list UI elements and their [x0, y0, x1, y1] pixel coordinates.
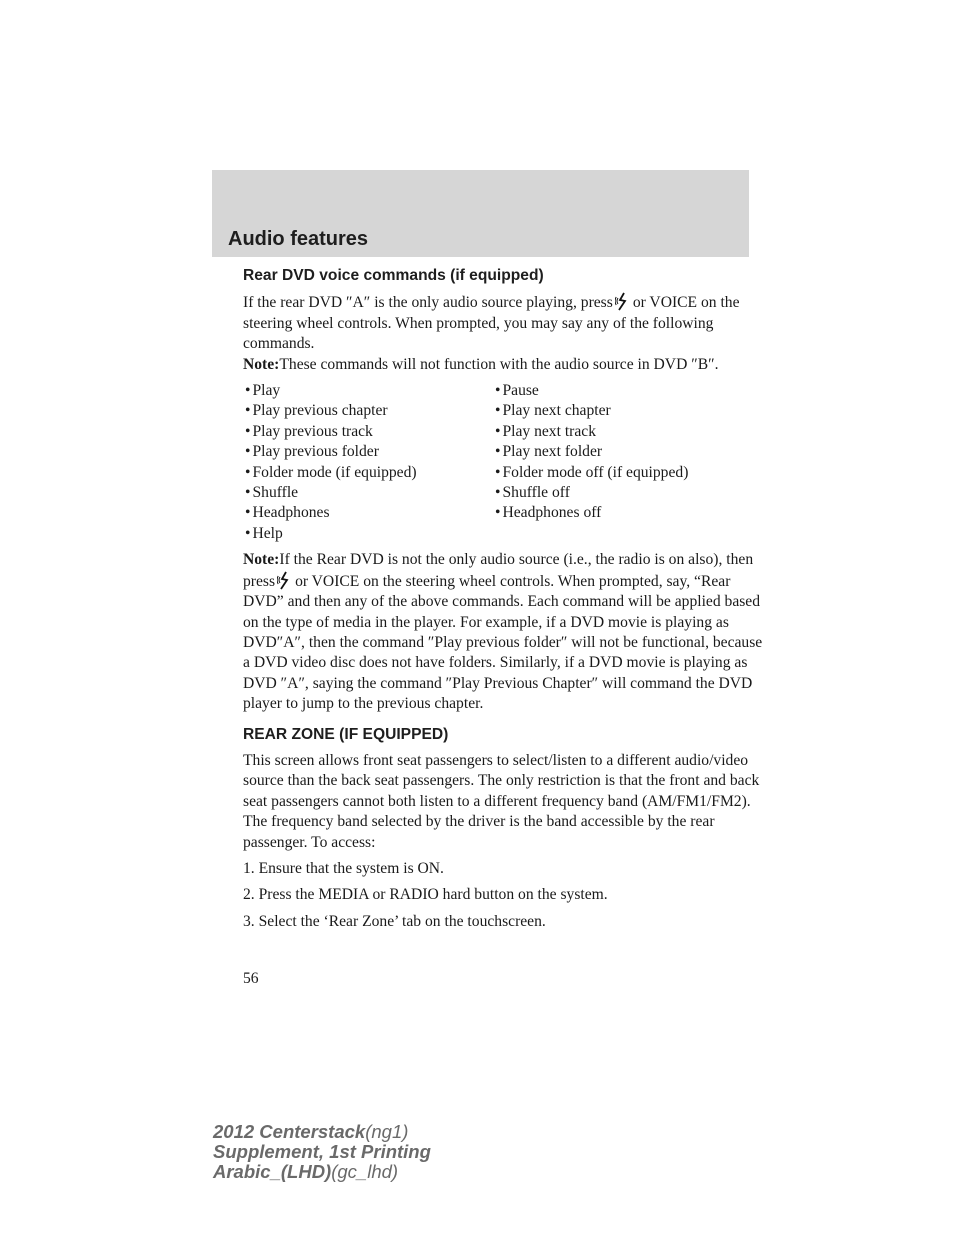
- rear-zone-paragraph: This screen allows front seat passengers to select/listen to a different audio/video source than the back seat passengers. The only restriction is that the front and back seat passengers cannot both listen to a different frequency band (AM/FM1/FM2). The frequency band selected by the driver is the band accessible by the rear passenger. To access:: [243, 751, 760, 851]
- footer-model: 2012 Centerstack: [213, 1121, 366, 1142]
- voice-command-icon: [615, 292, 629, 312]
- footer-market: Arabic_(LHD): [213, 1161, 332, 1182]
- list-item: • Folder mode off (if equipped): [495, 463, 755, 483]
- list-item: • Play: [245, 381, 495, 401]
- section-header-band: [212, 170, 749, 257]
- list-item: • Shuffle: [245, 483, 495, 503]
- note-rear-dvd: [243, 550, 763, 714]
- list-item: • Help: [245, 524, 495, 544]
- note-label: Note:: [243, 355, 280, 373]
- footer-market-code: (gc_lhd): [331, 1161, 399, 1182]
- list-item: • Play previous track: [245, 422, 495, 442]
- step-item: 2. Press the MEDIA or RADIO hard button on the system.: [243, 886, 608, 904]
- document-footer: [213, 1122, 431, 1182]
- list-item: • Play next folder: [495, 442, 755, 462]
- step-item: 3. Select the ‘Rear Zone’ tab on the touchscreen.: [243, 912, 546, 930]
- footer-line-3: [213, 1162, 431, 1182]
- list-item: • Folder mode (if equipped): [245, 463, 495, 483]
- footer-line-1: [213, 1122, 431, 1142]
- dvd-voice-heading: Rear DVD voice commands (if equipped): [243, 267, 544, 284]
- list-item: • Play previous chapter: [245, 401, 495, 421]
- step-item: 1. Ensure that the system is ON.: [243, 859, 444, 877]
- note-text-after: or VOICE on the steering wheel controls. When prompted, say, “Rear DVD” and then any of the above commands. Each command will be applied based on the type of media in the player. For example, if a DVD movie is playing as DVD″A″, then the command ″Play previous folder″ will not be functional, because a DVD video disc does not have folders. Similarly, if a DVD movie is playing as DVD ″A″, saying the command ″Play Previous Chapter″ will command the DVD player to jump to the previous chapter.: [243, 572, 763, 713]
- footer-line-2: Supplement, 1st Printing: [213, 1141, 431, 1162]
- list-item: • Headphones off: [495, 503, 755, 523]
- list-item: • Play next track: [495, 422, 755, 442]
- list-item: • Shuffle off: [495, 483, 755, 503]
- note-text-before: If the Rear DVD is not the only audio source (i.e., the radio is on also), then press: [243, 551, 754, 590]
- rear-zone-heading: REAR ZONE (IF EQUIPPED): [243, 725, 449, 743]
- section-title: Audio features: [228, 228, 369, 250]
- note-text: These commands will not function with the audio source in DVD ″B″.: [279, 355, 719, 373]
- list-item: • Headphones: [245, 503, 495, 523]
- intro-text-after: or VOICE on the steering wheel controls. When prompted, you may say any of the following commands.: [243, 294, 740, 353]
- list-item: • Play next chapter: [495, 401, 755, 421]
- note-dvd-b: [243, 355, 763, 375]
- intro-text-before: If the rear DVD ″A″ is the only audio source playing, press: [243, 294, 613, 312]
- note-label: Note:: [243, 551, 280, 569]
- voice-command-icon: [277, 571, 291, 591]
- page-number: 56: [243, 970, 259, 987]
- list-item: • Play previous folder: [245, 442, 495, 462]
- footer-model-code: (ng1): [365, 1121, 409, 1142]
- dvd-intro-paragraph: [243, 292, 763, 354]
- voice-command-list: [243, 381, 763, 544]
- page-content: [243, 266, 763, 932]
- list-item: • Pause: [495, 381, 755, 401]
